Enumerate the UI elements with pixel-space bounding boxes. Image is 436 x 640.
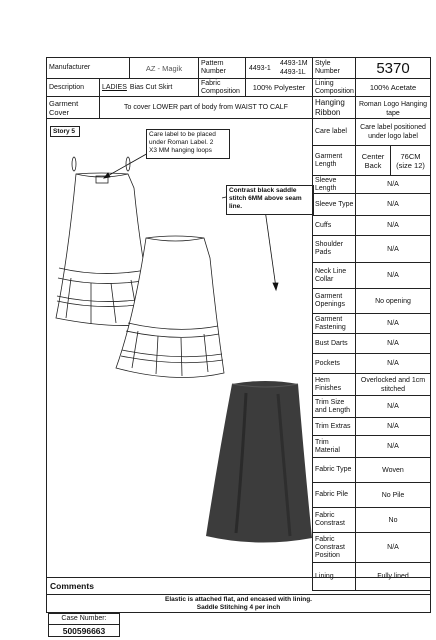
hanging-ribbon-value xyxy=(355,96,431,119)
care-note-line3: X3 MM hanging loops xyxy=(149,147,212,154)
spec-value xyxy=(355,118,431,146)
spec-label-line: Garment xyxy=(315,315,343,323)
spec-label xyxy=(312,353,356,374)
spec-label xyxy=(312,235,356,263)
spec-label xyxy=(312,313,356,334)
spec-value-line: N/A xyxy=(387,340,399,347)
style-number-value: 5370 xyxy=(355,57,431,79)
lining-label-line1: Lining xyxy=(315,80,334,87)
hanging-value-line2: tape xyxy=(386,110,400,117)
spec-value xyxy=(355,235,431,263)
spec-label xyxy=(312,373,356,396)
spec-value xyxy=(355,288,431,314)
spec-value-line: Care label positioned xyxy=(360,124,426,131)
spec-value-line: N/A xyxy=(387,443,399,450)
spec-value-line: N/A xyxy=(387,423,399,430)
spec-label-line: Trim xyxy=(315,438,329,446)
spec-label-line: Fabric Pile xyxy=(315,491,349,498)
spec-value-line: N/A xyxy=(387,245,399,253)
pattern-number-label xyxy=(198,57,246,79)
comments-divider xyxy=(47,594,430,595)
spec-label-line: Material xyxy=(315,446,340,454)
spec-label-line: Fastening xyxy=(315,323,346,331)
spec-label xyxy=(312,215,356,236)
spec-label xyxy=(312,175,356,194)
garment-cover-label: Garment Cover xyxy=(46,96,100,119)
spec-label-line: Sleeve xyxy=(315,176,337,184)
spec-value xyxy=(355,262,431,289)
spec-label-line: Garment xyxy=(315,152,343,160)
spec-value xyxy=(355,457,431,483)
spec-label-line: Fabric xyxy=(315,535,335,543)
spec-label-line: Trim Extras xyxy=(315,422,351,430)
manufacturer-value: AZ - Magik xyxy=(129,57,199,79)
spec-value-line: 76CM xyxy=(400,151,421,161)
case-number-box xyxy=(48,613,120,637)
spec-value-line: N/A xyxy=(387,403,399,410)
hanging-label-line2: Ribbon xyxy=(315,108,341,117)
care-label-note xyxy=(146,129,230,159)
spec-table xyxy=(312,118,431,578)
fabric-composition-label xyxy=(198,78,246,97)
spec-value xyxy=(355,353,431,374)
spec-label xyxy=(312,417,356,436)
spec-value-line: Fully lined xyxy=(377,573,409,580)
hanging-label-line1: Hanging xyxy=(315,98,345,107)
style-number-label xyxy=(312,57,356,79)
stitch-note-line1: Contrast black saddle xyxy=(229,187,297,194)
spec-label-line: Pockets xyxy=(315,359,340,367)
spec-label-line: Length xyxy=(315,160,337,168)
spec-label xyxy=(312,333,356,354)
stitch-note-line2: stitch 6MM above seam xyxy=(229,195,302,202)
care-note-line2: under Roman Label. 2 xyxy=(149,139,214,146)
spec-label xyxy=(312,262,356,289)
spec-label-line: Bust Darts xyxy=(315,339,348,347)
spec-label xyxy=(312,482,356,508)
spec-label-line: Constrast xyxy=(315,543,345,551)
spec-value xyxy=(355,175,431,194)
spec-label-line: Fabric xyxy=(315,512,335,519)
spec-label-line: Care label xyxy=(315,128,347,135)
spec-value-line: No opening xyxy=(375,297,411,305)
comments-section xyxy=(46,577,431,613)
pattern-number-value xyxy=(245,57,313,79)
saddle-stitch-note xyxy=(226,185,314,215)
spec-value xyxy=(355,417,431,436)
spec-value xyxy=(355,532,431,563)
spec-label xyxy=(312,532,356,563)
garment-cover-value: To cover LOWER part of body from WAIST TO CALF xyxy=(99,96,313,119)
spec-value xyxy=(355,333,431,354)
pattern-value: 4493-1 xyxy=(249,65,271,72)
lining-composition-value: 100% Acetate xyxy=(355,78,431,97)
description-value: Bias Cut Skirt xyxy=(129,83,173,91)
case-number-divider xyxy=(49,624,119,625)
style-label-line2: Number xyxy=(315,68,340,75)
style-label-line1: Style xyxy=(315,60,331,67)
spec-value xyxy=(390,145,431,176)
spec-value-line: N/A xyxy=(387,360,399,367)
description-value-cell xyxy=(99,78,199,97)
spec-label-line: Cuffs xyxy=(315,221,332,229)
spec-value xyxy=(355,507,431,533)
spec-label-line: Collar xyxy=(315,275,334,283)
spec-label xyxy=(312,507,356,533)
spec-label xyxy=(312,193,356,216)
spec-value xyxy=(355,373,431,396)
spec-label-line: Position xyxy=(315,551,340,559)
spec-value-line: N/A xyxy=(387,201,399,208)
spec-value-line: under logo label xyxy=(368,133,418,140)
manufacturer-label: Manufacturer xyxy=(46,57,130,79)
pattern-label-line2: Number xyxy=(201,68,226,75)
spec-label-line: Hem xyxy=(315,376,330,384)
spec-value-line: N/A xyxy=(387,320,399,327)
fabric-composition-value: 100% Polyester xyxy=(245,78,313,97)
spec-label xyxy=(312,395,356,418)
spec-label-line: Constrast xyxy=(315,520,345,527)
spec-label-line: and Length xyxy=(315,406,351,414)
spec-label-line: Finishes xyxy=(315,384,342,392)
spec-value-line: (size 12) xyxy=(396,160,425,170)
spec-value-line: No Pile xyxy=(381,491,405,499)
spec-label-line: Pads xyxy=(315,249,331,256)
spec-label xyxy=(312,435,356,458)
spec-value xyxy=(355,145,391,176)
hanging-value-line1: Roman Logo Hanging xyxy=(358,101,428,108)
spec-label-line: Neck Line xyxy=(315,267,347,275)
spec-label-line: Sleeve Type xyxy=(315,200,354,208)
description-label: Description xyxy=(46,78,100,97)
pattern-size-2: 4493-1L xyxy=(280,69,306,76)
spec-value-line: Back xyxy=(364,160,382,170)
spec-value-line: N/A xyxy=(387,181,399,188)
pattern-size-1: 4493-1M xyxy=(280,60,308,67)
comments-label: Comments xyxy=(50,581,94,591)
stitch-note-line3: line. xyxy=(229,203,243,210)
spec-label-line: Length xyxy=(315,184,337,192)
lining-composition-label xyxy=(312,78,356,97)
spec-label-line: Lining xyxy=(315,572,334,580)
spec-value xyxy=(355,313,431,334)
spec-value-line: Overlocked and 1cm xyxy=(360,376,426,384)
spec-value-line: Woven xyxy=(382,466,404,474)
spec-label-line: Openings xyxy=(315,301,345,308)
story-label: Story 5 xyxy=(50,126,80,137)
spec-label xyxy=(312,145,356,176)
spec-label-line: Garment xyxy=(315,293,343,300)
spec-value-line: stitched xyxy=(380,385,406,393)
spec-value xyxy=(355,215,431,236)
spec-label xyxy=(312,457,356,483)
fabric-label-line2: Composition xyxy=(201,88,240,95)
comment-line-2: Saddle Stitching 4 per inch xyxy=(196,604,281,611)
spec-value-line: N/A xyxy=(387,272,399,279)
spec-value xyxy=(355,395,431,418)
spec-label xyxy=(312,288,356,314)
spec-value xyxy=(355,193,431,216)
lining-label-line2: Composition xyxy=(315,88,354,95)
description-department: LADIES xyxy=(102,83,127,91)
case-number-label: Case Number: xyxy=(61,615,107,622)
skirt-photo xyxy=(206,381,312,543)
spec-value xyxy=(355,435,431,458)
care-note-line1: Care label to be placed xyxy=(149,131,216,138)
spec-value xyxy=(355,482,431,508)
spec-value-line: N/A xyxy=(387,222,399,229)
hanging-ribbon-label xyxy=(312,96,356,119)
spec-value-line: No xyxy=(388,516,398,524)
case-number-value: 500596663 xyxy=(62,626,106,636)
comment-line-1: Elastic is attached flat, and encased with lining. xyxy=(164,596,312,603)
fabric-label-line1: Fabric xyxy=(201,80,221,87)
pattern-label-line1: Pattern xyxy=(201,60,224,67)
spec-value-line: Center xyxy=(361,151,385,161)
spec-label-line: Shoulder xyxy=(315,241,344,248)
spec-value-line: N/A xyxy=(387,544,399,551)
spec-label-line: Trim Size xyxy=(315,398,345,406)
spec-label xyxy=(312,118,356,146)
spec-label-line: Fabric Type xyxy=(315,466,352,473)
